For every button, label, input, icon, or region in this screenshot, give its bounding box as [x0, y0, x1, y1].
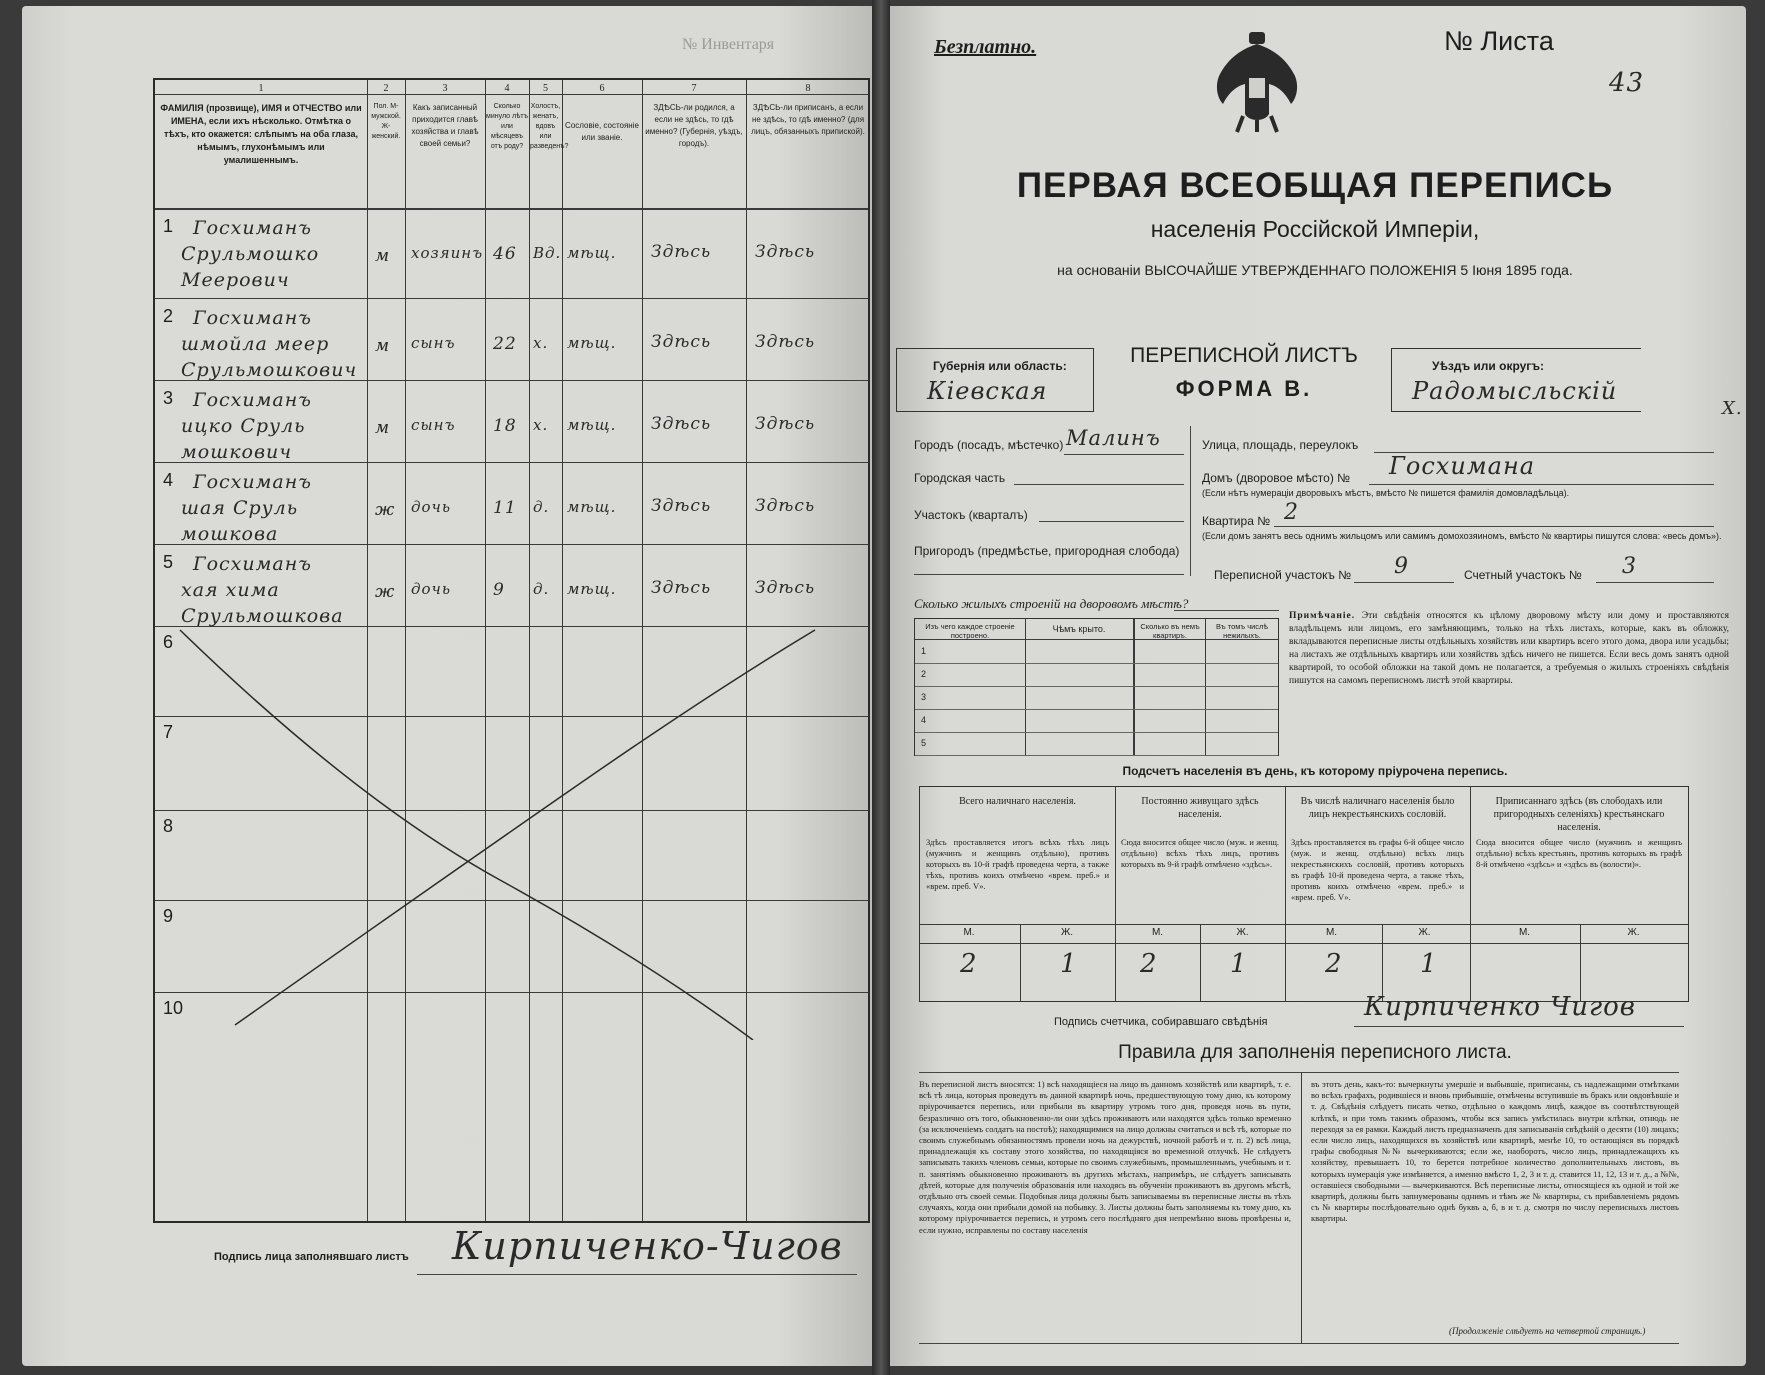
summary-title: Подсчетъ населенія въ день, къ которому пріурочена перепись.	[1122, 764, 1508, 778]
col-number: 1	[258, 83, 264, 94]
summary-sex-f: Ж.	[1418, 927, 1431, 938]
summary-sex-f: Ж.	[1236, 927, 1249, 938]
census-title: ПЕРВАЯ ВСЕОБЩАЯ ПЕРЕПИСЬ	[1016, 166, 1614, 205]
row-sex: ж	[375, 500, 396, 520]
row-number: 1	[163, 216, 174, 236]
district-label: Переписной участокъ №	[1214, 568, 1352, 582]
row-estate: мѣщ.	[567, 580, 617, 598]
apt-label: Квартира №	[1202, 514, 1271, 528]
rules-box	[919, 1072, 1679, 1344]
signature-label: Подпись лица заполнявшаго листъ	[214, 1251, 409, 1263]
col-header-age: Сколько минуло лѣтъ или мѣсяцевъ отъ роду?	[486, 103, 528, 150]
buildings-row-number: 3	[921, 692, 927, 702]
row-birthplace: Здѣсь	[651, 578, 712, 598]
apt-note: (Если домъ занятъ весь однимъ жильцомъ или самимъ домохозяиномъ, вмѣсто № квартиры пишутся слова: «весь домъ»).	[1202, 531, 1722, 541]
row-marital: Вд.	[533, 244, 562, 262]
row-number: 4	[163, 470, 174, 490]
row-registered: Здѣсь	[755, 578, 816, 598]
town-label: Городъ (посадъ, мѣстечко)	[914, 438, 1064, 452]
summary-col-desc: Сюда вносится общее число (муж. и женщ. отдѣльно) всѣхъ тѣхъ лицъ, противъ которыхъ въ 9-й графѣ отмѣчено «здѣсь».	[1121, 837, 1279, 869]
gubernia-value: Кіевская	[927, 377, 1048, 405]
form-sub: ФОРМА В.	[1175, 376, 1313, 401]
summary-sex-m: М.	[1151, 927, 1164, 938]
col-header-birthplace: ЗДѢСЬ-ли родился, а если не здѣсь, то гдѣ именно? (Губернія, уѣздъ, городъ).	[645, 103, 743, 148]
col-header-estate: Сословіе, состояніе или званіе.	[565, 121, 639, 142]
summary-sex-m: М.	[963, 927, 975, 938]
summary-col-head: Постоянно живущаго здѣсь населенія.	[1141, 796, 1259, 820]
col-number: 8	[805, 83, 811, 94]
row-name-line1: Госхиманъ	[193, 471, 312, 493]
row-name-line3: Срульмошкович	[181, 359, 358, 381]
count-district-label: Счетный участокъ №	[1464, 568, 1582, 582]
row-birthplace: Здѣсь	[651, 496, 712, 516]
row-name-line1: Госхиманъ	[193, 307, 312, 329]
free-label: Безплатно.	[934, 36, 1037, 58]
buildings-row-number: 4	[921, 715, 927, 725]
note-text: Эти свѣдѣнія относятся къ цѣлому дворовому мѣсту или дому и проставляются владѣльцемъ или лицомъ, его замѣняющимъ, только на тѣхъ листахъ, которые, какъ въ обложку, вкладываются переписные листы отдѣльныхъ хозяйствъ или квартиръ всего этого дома, двора или усадьбы; на листахъ же отдѣльныхъ квартиръ или хозяйствъ здѣсь ничего не пишется. Если весь домъ занятъ одной квартирой, то особой обложки на такой домъ не полагается, а требуемыя о жилыхъ строеніяхъ свѣдѣнія пишутся на самомъ переписномъ листѣ этой квартиры.	[1289, 611, 1729, 686]
buildings-col-nonres: Въ томъ числѣ нежилыхъ.	[1215, 622, 1269, 640]
summary-col-desc: Здѣсь проставляется итогъ всѣхъ тѣхъ лицъ (мужчинъ и женщинъ отдѣльно), противъ которыхъ въ 10-й графѣ проведена черта, а также тѣхъ, противъ коихъ отмѣчено «врем. преб.» и «врем. преб. V».	[926, 837, 1109, 891]
row-age: 18	[493, 416, 517, 436]
summary-value: 2	[1325, 949, 1343, 979]
summary-value: 1	[1420, 949, 1438, 979]
census-table	[153, 78, 870, 1223]
row-number: 5	[163, 552, 174, 572]
row-marital: д.	[533, 580, 550, 598]
row-estate: мѣщ.	[567, 498, 617, 516]
summary-value: 1	[1230, 949, 1248, 979]
col-number: 4	[504, 83, 510, 94]
empty-row-number: 8	[163, 816, 174, 836]
imperial-eagle-emblem	[1209, 30, 1305, 134]
row-name-line2: ицко Сруль	[181, 415, 306, 437]
summary-col-head: Всего наличнаго населенія.	[959, 796, 1076, 807]
left-page	[22, 6, 880, 1366]
col-number: 6	[599, 83, 605, 94]
row-name-line2: шая Сруль	[181, 497, 299, 519]
col-header-relation: Какъ записанный приходится главѣ хозяйства и главѣ своей семьи?	[411, 103, 479, 148]
row-estate: мѣщ.	[567, 416, 617, 434]
row-name-line3: Срульмошкова	[181, 605, 344, 627]
summary-value: 1	[1060, 949, 1078, 979]
margin-mark: Х.	[1722, 398, 1743, 419]
col-number: 5	[543, 83, 548, 94]
row-name-line1: Госхиманъ	[193, 553, 312, 575]
rules-right: въ этотъ день, какъ-то: вычеркнуты умершіе и выбывшіе, приписаны, съ надлежащими отмѣтками во всѣхъ графахъ, родившіеся и вновь прибывшіе, отмѣчены вступившіе въ бракъ или овдовѣвшіе и т. д. Свѣдѣнія слѣдуетъ писать четко, отдѣльно о каждомъ лицѣ, каждое въ соотвѣтствующей клѣткѣ, и при томъ такимъ образомъ, чтобы вся запись умѣстилась внутри клѣтки, отнюдь не переходя за ея рамки. Каждый листъ предназначенъ для записыванія свѣдѣній о десяти (10) лицахъ; если число лицъ, находящихся въ хозяйствѣ или квартирѣ, менѣе 10, то остающіяся въ порядкѣ графы свободныя №№ вычеркиваются; если же, наоборотъ, число лицъ, принадлежащихъ къ хозяйству, превышаетъ 10, то берется потребное количество дополнительныхъ листовъ, въ которыхъ нумерація уже измѣняется, а именно вмѣсто 1, 2, 3 и т. д. ставится 11, 12, 13 и т. д., а №№, оставшіеся свободными — вычеркиваются. Всѣ переписные листы, относящіеся къ одной и той же квартирѣ, должны быть запнумерованы однимъ и тѣмъ же № квартиры, съ прибавленіемъ рядомъ съ № квартиры послѣдовательно однѣ буквъ а, б, в и т. д. смотря по числу переписныхъ листовъ квартиры.	[1311, 1079, 1679, 1224]
summary-value: 2	[960, 949, 978, 979]
col-header-marital: Холостъ, женатъ, вдовъ или разведенъ?	[530, 103, 569, 150]
signature-value: Кирпиченко-Чигов	[452, 1224, 843, 1268]
row-relation: дочь	[411, 498, 452, 516]
summary-sex-m: М.	[1325, 927, 1338, 938]
row-estate: мѣщ.	[567, 244, 617, 262]
form-title: ПЕРЕПИСНОЙ ЛИСТЪ	[1130, 344, 1358, 367]
row-name-line3: мошкович	[181, 441, 293, 463]
summary-sex-f: Ж.	[1627, 927, 1640, 938]
summary-col-desc: Сюда вносится общее число (мужчинъ и женщинъ отдѣльно) всѣхъ крестьянъ, противъ которыхъ въ графѣ 8-й отмѣчено «здѣсь» и «здѣсь въ (волости)».	[1476, 837, 1682, 869]
street-label: Улица, площадь, переулокъ	[1202, 438, 1359, 452]
summary-col-head: Въ числѣ наличнаго населенія было лицъ некрестьянскихъ сословій.	[1300, 796, 1455, 820]
buildings-table	[914, 618, 1279, 756]
buildings-row-number: 2	[921, 669, 927, 679]
col-number: 2	[383, 83, 389, 94]
summary-col-head: Приписаннаго здѣсь (въ слободахъ или пригородныхъ селеніяхъ) крестьянскаго населенія.	[1493, 796, 1665, 833]
summary-sex-f: Ж.	[1060, 927, 1073, 938]
buildings-question: Сколько жилыхъ строеній на дворовомъ мѣстѣ?	[914, 596, 1189, 611]
empty-row-number: 9	[163, 906, 174, 926]
house-value: Госхимана	[1389, 452, 1536, 480]
gubernia-box	[896, 348, 1094, 412]
empty-row-number: 10	[163, 998, 184, 1018]
row-registered: Здѣсь	[755, 242, 816, 262]
city-part-label: Городская часть	[914, 471, 1006, 485]
empty-row-number: 6	[163, 632, 174, 652]
row-relation: хозяинъ	[411, 244, 484, 262]
col-header-sex: Пол. М-мужской. Ж-женский.	[371, 103, 401, 140]
row-number: 3	[163, 388, 174, 408]
note-title: Примѣчаніе.	[1289, 611, 1356, 621]
row-name-line2: Срульмошко	[181, 243, 320, 265]
col-number: 7	[691, 83, 697, 94]
row-relation: дочь	[411, 580, 452, 598]
row-relation: сынъ	[411, 416, 456, 434]
uezd-box	[1391, 348, 1641, 412]
buildings-row-number: 1	[921, 646, 927, 656]
row-age: 46	[493, 244, 517, 264]
row-number: 2	[163, 306, 174, 326]
row-marital: х.	[533, 416, 549, 434]
row-relation: сынъ	[411, 334, 456, 352]
row-name-line3: мошкова	[181, 523, 279, 545]
uezd-label: Уѣздъ или округъ:	[1432, 359, 1545, 373]
count-district-value: 3	[1622, 554, 1637, 579]
district-value: 9	[1394, 554, 1409, 579]
sheet-label: № Листа	[1444, 26, 1554, 56]
row-name-line1: Госхиманъ	[193, 389, 312, 411]
row-registered: Здѣсь	[755, 414, 816, 434]
col-header-registered: ЗДѢСЬ-ли приписанъ, а если не здѣсь, то гдѣ именно? (для лицъ, обязанныхъ припиской).	[751, 103, 865, 136]
empty-row-number: 7	[163, 722, 174, 742]
apt-value: 2	[1284, 500, 1299, 525]
counter-signature-label: Подпись счетчика, собиравшаго свѣдѣнія	[1054, 1016, 1268, 1028]
row-name-line1: Госхиманъ	[193, 217, 312, 239]
summary-sex-m: М.	[1518, 927, 1531, 938]
buildings-note	[1289, 610, 1729, 688]
row-estate: мѣщ.	[567, 334, 617, 352]
inventory-faint-header: № Инвентаря	[682, 36, 775, 53]
row-age: 11	[493, 498, 517, 518]
counter-signature-value: Кирпиченко Чигов	[1364, 992, 1636, 1022]
sheet-number: 43	[1609, 68, 1645, 98]
row-sex: ж	[375, 582, 396, 602]
census-basis: на основаніи ВЫСОЧАЙШЕ УТВЕРЖДЕННАГО ПОЛОЖЕНІЯ 5 Іюня 1895 года.	[1057, 262, 1573, 278]
row-birthplace: Здѣсь	[651, 414, 712, 434]
suburb-label: Пригородъ (предмѣстье, пригородная слобода)	[914, 544, 1180, 558]
col-number: 3	[442, 83, 448, 94]
precinct-label: Участокъ (кварталъ)	[914, 508, 1028, 522]
row-name-line2: хая хима	[181, 579, 280, 601]
buildings-col-apartments: Сколько въ немъ квартиръ.	[1140, 622, 1200, 640]
buildings-col-material: Изъ чего каждое строеніе построено.	[925, 622, 1015, 640]
summary-value: 2	[1140, 949, 1158, 979]
row-age: 22	[493, 334, 517, 354]
row-marital: д.	[533, 498, 550, 516]
row-sex: м	[375, 246, 391, 266]
address-left	[914, 426, 1184, 576]
book-spine	[872, 0, 890, 1375]
uezd-value: Радомысльскій	[1412, 377, 1618, 405]
row-marital: х.	[533, 334, 549, 352]
row-registered: Здѣсь	[755, 496, 816, 516]
rules-continued: (Продолженіе слѣдуетъ на четвертой страницѣ.)	[1449, 1326, 1646, 1336]
census-subtitle: населенія Россійской Имперіи,	[1150, 216, 1480, 242]
row-birthplace: Здѣсь	[651, 242, 712, 262]
row-birthplace: Здѣсь	[651, 332, 712, 352]
house-label: Домъ (дворовое мѣсто) №	[1202, 471, 1351, 485]
cross-out-mark	[155, 620, 870, 1040]
row-sex: м	[375, 418, 391, 438]
row-age: 9	[493, 580, 505, 600]
buildings-row-number: 5	[921, 738, 927, 748]
summary-col-desc: Здѣсь проставляется въ графы 6-й общее число (муж. и женщ. отдѣльно) всѣхъ лицъ некрестьянскихъ сословій, противъ которыхъ въ графѣ 10-й проведена черта, а также тѣхъ, противъ коихъ отмѣчено «врем. преб.» и «врем. преб. V».	[1291, 837, 1464, 902]
rules-title: Правила для заполненія переписного листа.	[1118, 1042, 1512, 1063]
town-value: Малинъ	[1066, 426, 1161, 450]
row-registered: Здѣсь	[755, 332, 816, 352]
house-note: (Если нѣтъ нумераціи дворовыхъ мѣстъ, вмѣсто № пишется фамилія домовладѣльца).	[1202, 488, 1570, 498]
row-name-line2: шмойла меер	[181, 333, 330, 355]
rules-left: Въ переписной листъ вносятся: 1) всѣ находящіеся на лицо въ данномъ хозяйствѣ или квартирѣ, т. е. всѣ тѣ лица, которыя проведутъ въ данной квартирѣ ночь, предшествующую тому дню, къ которому пріурочивается перепись, или прибыли въ квартиру утромъ того дня, проведя ночь въ пути, безразлично отъ того, обыкновенно-ли они здѣсь проживаютъ или находятся здѣсь только временно (за исключеніемъ солдатъ на постоѣ); находящимися на лицо должны считаться и всѣ тѣ, которые по своимъ служебнымъ обязанностямъ провели ночь на дежурствѣ, ночной работѣ и т. п. 2) всѣ лица, принадлежащія къ составу этого хозяйства, по находящіяся во временной отлучкѣ. Не слѣдуетъ записывать такихъ членовъ семьи, которые по своимъ служебнымъ, промышленнымъ, учебнымъ и т. п. занятіямъ обыкновенно проживаютъ въ другихъ мѣстахъ, напримѣръ, не слѣдуетъ записывать дѣтей, которые для полученія образованія или находясь въ обученіи проживаютъ въ другомъ мѣстѣ, отдѣльно отъ своей семьи. Подобныя лица должны быть записываемы въ переписные листы въ тѣхъ случаяхъ, когда они прибыли домой на побывку. 3. Листы должны быть заполняемы къ тому дню, къ которому пріурочивается перепись, и утромъ сего послѣдняго дня непремѣнно вновь провѣрены и, если нужно, исправлены по составу населенія	[919, 1079, 1291, 1235]
summary-table	[919, 786, 1689, 1002]
row-sex: м	[375, 336, 391, 356]
row-name-line3: Меерович	[181, 269, 290, 291]
buildings-col-roof: Чѣмъ крыто.	[1052, 624, 1106, 634]
gubernia-label: Губернія или область:	[933, 359, 1067, 373]
col-header-name: ФАМИЛІЯ (прозвище), ИМЯ и ОТЧЕСТВО или ИМЕНА, если ихъ нѣсколько. Отмѣтка о тѣхъ, кто окажется: слѣпымъ на оба глаза, нѣмымъ, глухонѣмымъ или умалишеннымъ.	[160, 103, 362, 165]
right-page	[884, 6, 1746, 1366]
